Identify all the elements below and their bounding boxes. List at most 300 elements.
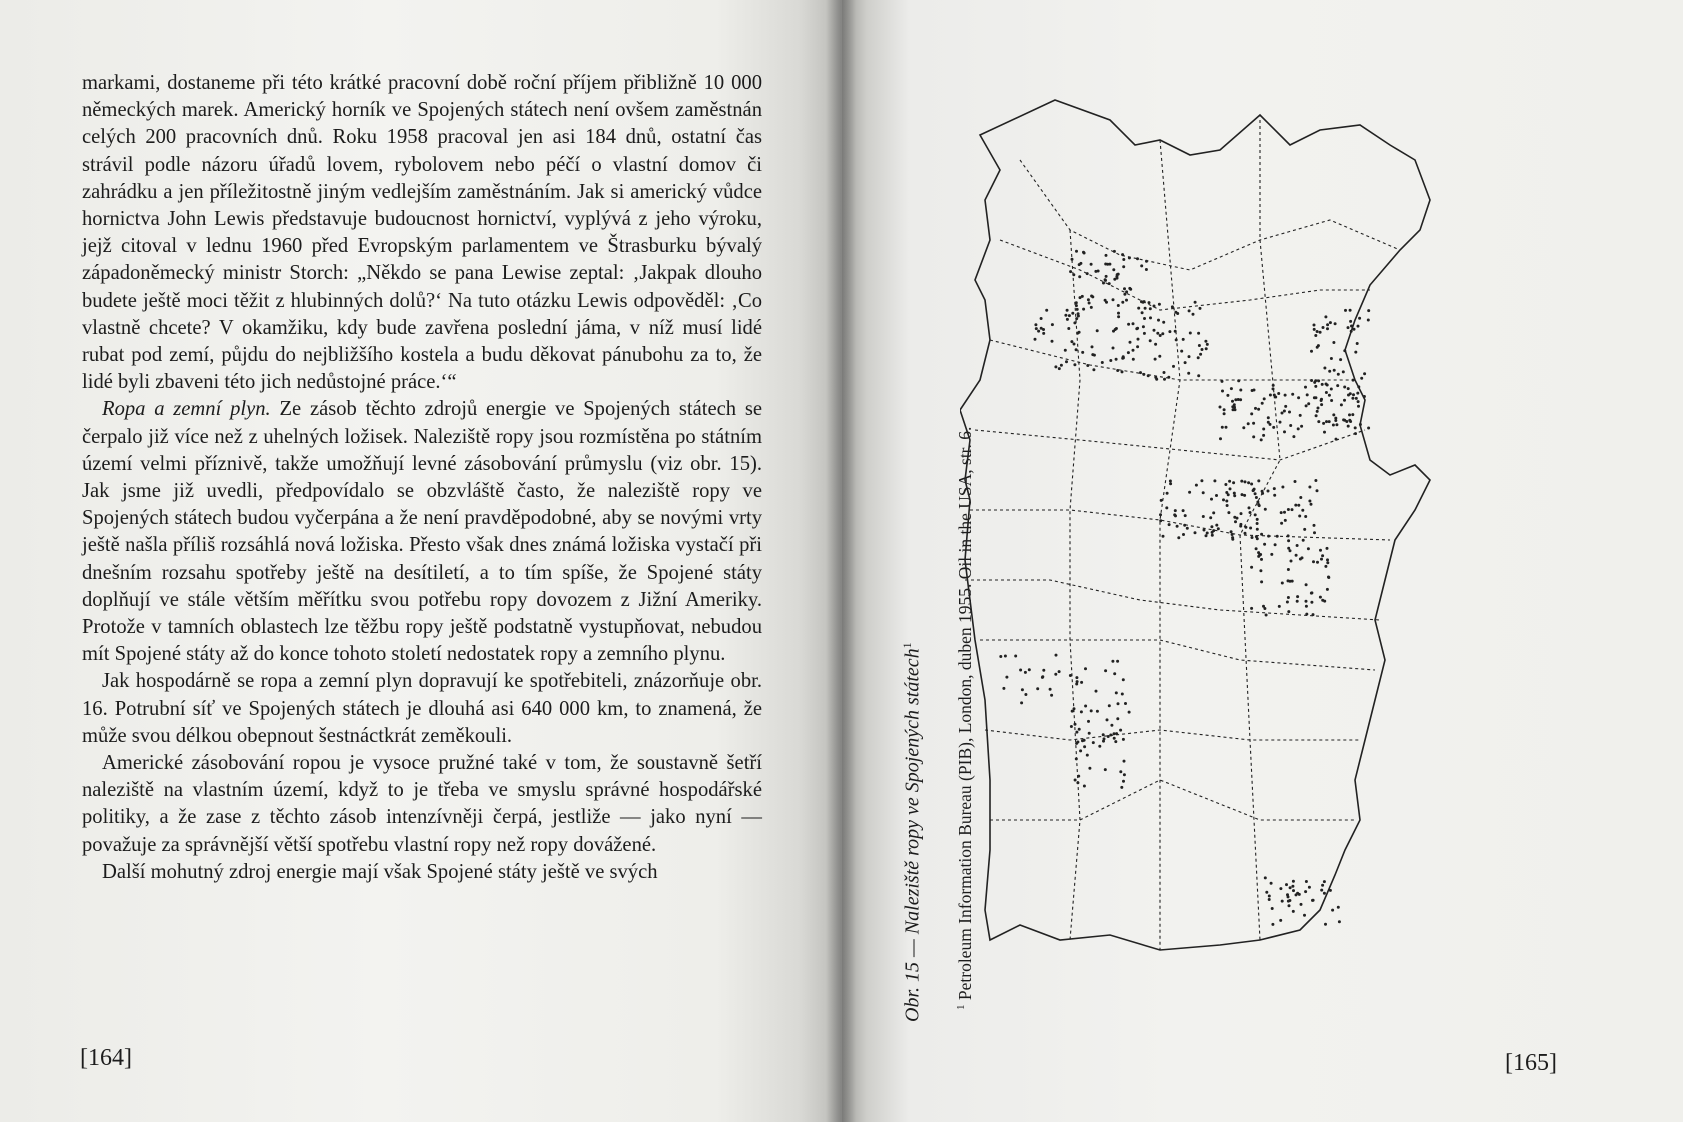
oil-field-dot bbox=[1354, 426, 1357, 429]
oil-field-dot bbox=[1314, 479, 1317, 482]
oil-field-dot bbox=[1177, 536, 1180, 539]
oil-field-dot bbox=[1209, 516, 1212, 519]
oil-field-dot bbox=[1367, 319, 1370, 322]
source-footnote-mark: 1 bbox=[955, 1004, 968, 1010]
oil-field-dot bbox=[1035, 327, 1038, 330]
oil-field-dot bbox=[1283, 511, 1286, 514]
oil-field-dot bbox=[1088, 302, 1091, 305]
oil-field-dot bbox=[1074, 779, 1077, 782]
oil-field-dot bbox=[1326, 547, 1329, 550]
oil-field-dot bbox=[1225, 426, 1228, 429]
oil-field-dot bbox=[1096, 710, 1099, 713]
oil-field-dot bbox=[1086, 364, 1089, 367]
oil-field-dot bbox=[1045, 309, 1048, 312]
oil-field-dot bbox=[1169, 480, 1172, 483]
oil-field-dot bbox=[1357, 405, 1360, 408]
oil-field-dot bbox=[1350, 330, 1353, 333]
oil-field-dot bbox=[1328, 370, 1331, 373]
oil-field-dot bbox=[1321, 554, 1324, 557]
oil-field-dot bbox=[1250, 412, 1253, 415]
oil-field-dot bbox=[1217, 527, 1220, 530]
oil-field-dot bbox=[1142, 325, 1145, 328]
oil-field-dot bbox=[1058, 367, 1061, 370]
oil-field-dot bbox=[1084, 667, 1087, 670]
oil-field-dot bbox=[1079, 749, 1082, 752]
oil-field-dot bbox=[1174, 509, 1177, 512]
oil-field-dot bbox=[1356, 392, 1359, 395]
oil-field-dot bbox=[1316, 561, 1319, 564]
oil-field-dot bbox=[1281, 582, 1284, 585]
oil-field-dot bbox=[1255, 496, 1258, 499]
oil-field-dot bbox=[1162, 321, 1165, 324]
oil-field-dot bbox=[1228, 480, 1231, 483]
oil-field-dot bbox=[1356, 342, 1359, 345]
oil-field-dot bbox=[1316, 330, 1319, 333]
oil-field-dot bbox=[1314, 334, 1317, 337]
oil-field-dot bbox=[1165, 506, 1168, 509]
oil-field-dot bbox=[1287, 547, 1290, 550]
oil-field-dot bbox=[1363, 395, 1366, 398]
oil-field-dot bbox=[1258, 504, 1261, 507]
oil-field-dot bbox=[1205, 347, 1208, 350]
oil-field-dot bbox=[1284, 394, 1287, 397]
oil-field-dot bbox=[1256, 518, 1259, 521]
oil-field-dot bbox=[1271, 923, 1274, 926]
oil-field-dot bbox=[1157, 319, 1160, 322]
oil-field-dot bbox=[1354, 432, 1357, 435]
oil-field-dot bbox=[1103, 737, 1106, 740]
oil-field-dot bbox=[1075, 348, 1078, 351]
oil-field-dot bbox=[1113, 250, 1116, 253]
oil-field-dot bbox=[1294, 504, 1297, 507]
paragraph-2-body: Ze zásob těchto zdrojů energie ve Spojených státech se čerpalo již více než z uhelných ložisek. Naleziště ropy jsou rozmístěna po státním území velmi příznivě, takže umožňují levné zásobování průmyslu (viz obr. 15). Jak jsme již uvedli, předpovídalo se obzvláště často, že naleziště ropy ve Spojených státech budou vyčerpána a že není pravděpodobné, aby se novými vrty ještě našla příliš rozsáhlá nová ložiska. Přesto však dnes známá ložiska vystačí při dnešním rozsahu spotřeby ještě na desítiletí, a to tím spíše, že Spojené státy doplňují ve stále větším měřítku svou potřebu ropy dovozem z Jižní Ameriky. Protože v tamních oblastech lze těžbu ropy ještě podstatně vystupňovat, nebudou mít Spojené státy až do konce tohoto století nedostatek ropy a zemního plynu. bbox=[82, 398, 762, 666]
oil-field-dot bbox=[1049, 688, 1052, 691]
oil-field-dot bbox=[1312, 560, 1315, 563]
oil-field-dot bbox=[1142, 373, 1145, 376]
oil-field-dot bbox=[1176, 525, 1179, 528]
oil-field-dot bbox=[1075, 742, 1078, 745]
oil-field-dot bbox=[1299, 414, 1302, 417]
oil-field-dot bbox=[1122, 355, 1125, 358]
oil-field-dot bbox=[1184, 361, 1187, 364]
oil-field-dot bbox=[1132, 358, 1135, 361]
oil-field-dot bbox=[1036, 687, 1039, 690]
oil-field-dot bbox=[1136, 327, 1139, 330]
oil-field-dot bbox=[1367, 427, 1370, 430]
oil-field-dot bbox=[1086, 272, 1089, 275]
oil-field-dot bbox=[1143, 332, 1146, 335]
oil-field-dot bbox=[1211, 534, 1214, 537]
oil-field-dot bbox=[1353, 328, 1356, 331]
oil-field-dot bbox=[1189, 332, 1192, 335]
oil-field-dot bbox=[1285, 883, 1288, 886]
oil-field-dot bbox=[1105, 254, 1108, 257]
oil-field-dot bbox=[1320, 399, 1323, 402]
oil-field-dot bbox=[1268, 895, 1271, 898]
oil-field-dot bbox=[1074, 723, 1077, 726]
oil-field-dot bbox=[1240, 480, 1243, 483]
oil-field-dot bbox=[1349, 320, 1352, 323]
oil-field-dot bbox=[1042, 669, 1045, 672]
oil-field-dot bbox=[1354, 351, 1357, 354]
oil-field-dot bbox=[1289, 580, 1292, 583]
oil-field-dot bbox=[1342, 418, 1345, 421]
oil-field-dot bbox=[1098, 745, 1101, 748]
oil-field-dot bbox=[1294, 480, 1297, 483]
oil-field-dot bbox=[1215, 524, 1218, 527]
section-heading-oil-gas: Ropa a zemní plyn. bbox=[102, 398, 271, 421]
oil-field-dot bbox=[1109, 734, 1112, 737]
oil-field-dot bbox=[1073, 321, 1076, 324]
oil-field-dot bbox=[1260, 438, 1263, 441]
oil-field-dot bbox=[1117, 315, 1120, 318]
oil-field-dot bbox=[1260, 533, 1263, 536]
paragraph-3: Jak hospodárně se ropa a zemní plyn dopravují ke spotřebiteli, znázorňuje obr. 16. Potrubní síť ve Spojených státech je dlouhá asi 640 000 km, to znamená, že může svou délkou obepnout šestnáctkrát zeměkouli. bbox=[82, 670, 762, 747]
oil-field-dot bbox=[1088, 732, 1091, 735]
oil-field-dot bbox=[1090, 709, 1093, 712]
oil-field-dot bbox=[1321, 884, 1324, 887]
oil-field-dot bbox=[1149, 316, 1152, 319]
oil-field-dot bbox=[1247, 422, 1250, 425]
oil-field-dot bbox=[1210, 525, 1213, 528]
oil-field-dot bbox=[1263, 607, 1266, 610]
oil-field-dot bbox=[1288, 904, 1291, 907]
oil-field-dot bbox=[1324, 923, 1327, 926]
oil-field-dot bbox=[1115, 358, 1118, 361]
oil-field-dot bbox=[1313, 381, 1316, 384]
oil-field-dot bbox=[1065, 360, 1068, 363]
oil-field-dot bbox=[1313, 531, 1316, 534]
oil-field-dot bbox=[1116, 369, 1119, 372]
oil-field-dot bbox=[1203, 529, 1206, 532]
oil-field-dot bbox=[1233, 494, 1236, 497]
oil-field-dot bbox=[1239, 389, 1242, 392]
oil-field-dot bbox=[1094, 270, 1097, 273]
oil-field-dot bbox=[1078, 331, 1081, 334]
oil-field-dot bbox=[1345, 420, 1348, 423]
oil-field-dot bbox=[1248, 506, 1251, 509]
oil-field-dot bbox=[1284, 519, 1287, 522]
oil-field-dot bbox=[1319, 331, 1322, 334]
oil-field-dot bbox=[1231, 538, 1234, 541]
oil-field-dot bbox=[1347, 425, 1350, 428]
oil-field-dot bbox=[1254, 492, 1257, 495]
oil-field-dot bbox=[1347, 326, 1350, 329]
oil-field-dot bbox=[1123, 287, 1126, 290]
oil-field-dot bbox=[1158, 355, 1161, 358]
oil-field-dot bbox=[1310, 350, 1313, 353]
oil-field-dot bbox=[1314, 385, 1317, 388]
oil-field-dot bbox=[1092, 741, 1095, 744]
oil-field-dot bbox=[1262, 434, 1265, 437]
oil-field-dot bbox=[1129, 341, 1132, 344]
oil-field-dot bbox=[1343, 386, 1346, 389]
oil-field-dot bbox=[1019, 669, 1022, 672]
oil-field-dot bbox=[1182, 338, 1185, 341]
oil-field-dot bbox=[1231, 533, 1234, 536]
oil-field-dot bbox=[1161, 332, 1164, 335]
oil-field-dot bbox=[1322, 326, 1325, 329]
oil-field-dot bbox=[1292, 889, 1295, 892]
oil-field-dot bbox=[1050, 694, 1053, 697]
oil-field-dot bbox=[1281, 486, 1284, 489]
oil-field-dot bbox=[1292, 880, 1295, 883]
oil-field-dot bbox=[1267, 490, 1270, 493]
oil-field-dot bbox=[1197, 332, 1200, 335]
oil-field-dot bbox=[1195, 484, 1198, 487]
oil-field-dot bbox=[1132, 349, 1135, 352]
oil-field-dot bbox=[1231, 400, 1234, 403]
oil-field-dot bbox=[1287, 539, 1290, 542]
oil-field-dot bbox=[1317, 407, 1320, 410]
oil-field-dot bbox=[1253, 389, 1256, 392]
oil-field-dot bbox=[1273, 394, 1276, 397]
oil-field-dot bbox=[1080, 710, 1083, 713]
oil-field-dot bbox=[1219, 437, 1222, 440]
oil-field-dot bbox=[1308, 886, 1311, 889]
oil-field-dot bbox=[1230, 387, 1233, 390]
oil-field-dot bbox=[1223, 412, 1226, 415]
oil-field-dot bbox=[1058, 670, 1061, 673]
oil-field-dot bbox=[1180, 350, 1183, 353]
oil-field-dot bbox=[1263, 397, 1266, 400]
oil-field-dot bbox=[1305, 613, 1308, 616]
oil-field-dot bbox=[1317, 379, 1320, 382]
oil-field-dot bbox=[1168, 330, 1171, 333]
oil-field-dot bbox=[1271, 907, 1274, 910]
oil-field-dot bbox=[1272, 387, 1275, 390]
oil-field-dot bbox=[1113, 732, 1116, 735]
oil-field-dot bbox=[1082, 308, 1085, 311]
oil-field-dot bbox=[1028, 668, 1031, 671]
oil-field-dot bbox=[1140, 264, 1143, 267]
oil-field-dot bbox=[1323, 600, 1326, 603]
oil-field-dot bbox=[1119, 729, 1122, 732]
oil-field-dot bbox=[1188, 355, 1191, 358]
oil-field-dot bbox=[1122, 780, 1125, 783]
oil-field-dot bbox=[1121, 693, 1124, 696]
oil-field-dot bbox=[1250, 607, 1253, 610]
oil-field-dot bbox=[1106, 718, 1109, 721]
oil-field-dot bbox=[1351, 413, 1354, 416]
oil-field-dot bbox=[1326, 588, 1329, 591]
oil-field-dot bbox=[1041, 675, 1044, 678]
oil-field-dot bbox=[1284, 405, 1287, 408]
oil-field-dot bbox=[1069, 270, 1072, 273]
oil-field-dot bbox=[1270, 882, 1273, 885]
oil-field-dot bbox=[1005, 676, 1008, 679]
oil-field-dot bbox=[1166, 492, 1169, 495]
oil-field-dot bbox=[1250, 566, 1253, 569]
oil-field-dot bbox=[1339, 358, 1342, 361]
oil-field-dot bbox=[1225, 500, 1228, 503]
oil-field-dot bbox=[1215, 494, 1218, 497]
oil-field-dot bbox=[1064, 349, 1067, 352]
oil-field-dot bbox=[1075, 317, 1078, 320]
oil-field-dot bbox=[1359, 423, 1362, 426]
oil-field-dot bbox=[1338, 920, 1341, 923]
oil-field-dot bbox=[1316, 489, 1319, 492]
oil-field-dot bbox=[1249, 527, 1252, 530]
oil-field-dot bbox=[1108, 704, 1111, 707]
oil-field-dot bbox=[1310, 379, 1313, 382]
oil-field-dot bbox=[1182, 533, 1185, 536]
oil-field-dot bbox=[1153, 305, 1156, 308]
oil-field-dot bbox=[1358, 317, 1361, 320]
oil-field-dot bbox=[1104, 669, 1107, 672]
oil-field-dot bbox=[1320, 889, 1323, 892]
oil-field-dot bbox=[1123, 773, 1126, 776]
oil-field-dot bbox=[1121, 253, 1124, 256]
country-border bbox=[960, 100, 1430, 950]
oil-field-dot bbox=[1333, 369, 1336, 372]
oil-field-dot bbox=[1324, 565, 1327, 568]
oil-field-dot bbox=[1251, 536, 1254, 539]
oil-field-dot bbox=[1110, 724, 1113, 727]
oil-field-dot bbox=[1367, 309, 1370, 312]
oil-field-dot bbox=[1112, 268, 1115, 271]
oil-field-dot bbox=[1332, 341, 1335, 344]
oil-field-dot bbox=[1073, 707, 1076, 710]
oil-field-dot bbox=[1163, 378, 1166, 381]
oil-field-dot bbox=[1197, 356, 1200, 359]
oil-field-dot bbox=[1149, 307, 1152, 310]
oil-field-dot bbox=[1272, 384, 1275, 387]
oil-field-dot bbox=[1297, 427, 1300, 430]
oil-field-dot bbox=[1051, 323, 1054, 326]
oil-field-dot bbox=[1297, 396, 1300, 399]
oil-field-dot bbox=[1106, 263, 1109, 266]
oil-field-dot bbox=[1264, 508, 1267, 511]
oil-field-dot bbox=[1286, 601, 1289, 604]
oil-field-dot bbox=[1055, 654, 1058, 657]
oil-field-dot bbox=[1310, 503, 1313, 506]
oil-field-dot bbox=[1314, 396, 1317, 399]
oil-field-dot bbox=[1111, 660, 1114, 663]
oil-field-dot bbox=[1171, 305, 1174, 308]
oil-field-dot bbox=[1288, 411, 1291, 414]
oil-field-dot bbox=[1262, 428, 1265, 431]
oil-field-dot bbox=[1319, 596, 1322, 599]
oil-field-dot bbox=[1102, 733, 1105, 736]
oil-field-dot bbox=[1075, 683, 1078, 686]
oil-field-dot bbox=[1113, 737, 1116, 740]
oil-field-dot bbox=[1280, 511, 1283, 514]
oil-field-dot bbox=[1077, 312, 1080, 315]
oil-field-dot bbox=[1168, 523, 1171, 526]
oil-field-dot bbox=[1308, 500, 1311, 503]
oil-field-dot bbox=[1301, 509, 1304, 512]
oil-field-dot bbox=[1139, 371, 1142, 374]
oil-field-dot bbox=[1312, 899, 1315, 902]
oil-field-dot bbox=[1323, 367, 1326, 370]
oil-field-dot bbox=[1303, 528, 1306, 531]
paragraph-2 bbox=[82, 396, 762, 668]
oil-field-dot bbox=[1076, 308, 1079, 311]
oil-field-dot bbox=[1175, 338, 1178, 341]
map-outline bbox=[960, 100, 1430, 950]
oil-field-dot bbox=[1357, 325, 1360, 328]
oil-field-dot bbox=[1310, 601, 1313, 604]
oil-field-dot bbox=[1310, 592, 1313, 595]
oil-field-dot bbox=[1128, 287, 1131, 290]
oil-field-dot bbox=[1308, 486, 1311, 489]
oil-field-dot bbox=[1352, 393, 1355, 396]
oil-field-dot bbox=[1115, 691, 1118, 694]
usa-oil-fields-map-icon bbox=[960, 80, 1580, 1020]
oil-field-dot bbox=[1087, 720, 1090, 723]
oil-field-dot bbox=[1257, 479, 1260, 482]
oil-field-dot bbox=[1206, 532, 1209, 535]
oil-field-dot bbox=[1296, 600, 1299, 603]
oil-field-dot bbox=[1083, 745, 1086, 748]
oil-field-dot bbox=[1113, 672, 1116, 675]
oil-field-dot bbox=[1117, 702, 1120, 705]
oil-field-dot bbox=[1086, 754, 1089, 757]
oil-field-dot bbox=[1122, 258, 1125, 261]
oil-field-dot bbox=[1119, 770, 1122, 773]
oil-field-dot bbox=[1337, 373, 1340, 376]
page-number-right: [165] bbox=[1505, 1050, 1557, 1076]
oil-field-dot bbox=[1067, 327, 1070, 330]
oil-field-dot bbox=[1336, 384, 1339, 387]
oil-field-dot bbox=[1167, 376, 1170, 379]
oil-field-dot bbox=[1206, 343, 1209, 346]
oil-field-dot bbox=[1205, 534, 1208, 537]
oil-field-dot bbox=[1198, 344, 1201, 347]
oil-field-dot bbox=[1194, 301, 1197, 304]
oil-field-dot bbox=[1305, 404, 1308, 407]
oil-field-dot bbox=[1090, 263, 1093, 266]
oil-field-dot bbox=[1093, 354, 1096, 357]
oil-field-dot bbox=[1156, 332, 1159, 335]
oil-field-dot bbox=[1144, 307, 1147, 310]
oil-field-dot bbox=[1117, 304, 1120, 307]
oil-field-dot bbox=[1329, 321, 1332, 324]
oil-field-dot bbox=[1169, 482, 1172, 485]
oil-field-dot bbox=[1002, 687, 1005, 690]
left-page-text bbox=[82, 70, 762, 886]
oil-field-dot bbox=[1091, 345, 1094, 348]
oil-field-dot bbox=[1331, 909, 1334, 912]
oil-field-dot bbox=[1239, 523, 1242, 526]
oil-field-dot bbox=[1079, 296, 1082, 299]
oil-field-dot bbox=[1315, 414, 1318, 417]
oil-field-dot bbox=[1300, 425, 1303, 428]
oil-field-dot bbox=[1330, 357, 1333, 360]
oil-field-dot bbox=[1154, 343, 1157, 346]
oil-field-dot bbox=[1090, 295, 1093, 298]
oil-field-dot bbox=[1259, 569, 1262, 572]
oil-field-dot bbox=[1295, 554, 1298, 557]
oil-field-dot bbox=[1281, 900, 1284, 903]
book-gutter bbox=[826, 0, 856, 1122]
oil-field-dot bbox=[1363, 372, 1366, 375]
oil-field-dot bbox=[1269, 394, 1272, 397]
oil-field-dot bbox=[1112, 298, 1115, 301]
oil-field-dot bbox=[1128, 711, 1131, 714]
oil-field-dot bbox=[1149, 339, 1152, 342]
oil-field-dot bbox=[1042, 328, 1045, 331]
oil-field-dot bbox=[1321, 383, 1324, 386]
oil-field-dot bbox=[1276, 535, 1279, 538]
oil-field-dot bbox=[1292, 910, 1295, 913]
oil-field-dot bbox=[1174, 514, 1177, 517]
oil-field-dot bbox=[1332, 424, 1335, 427]
oil-field-dot bbox=[1230, 530, 1233, 533]
oil-field-dot bbox=[1357, 385, 1360, 388]
oil-field-dot bbox=[1066, 309, 1069, 312]
